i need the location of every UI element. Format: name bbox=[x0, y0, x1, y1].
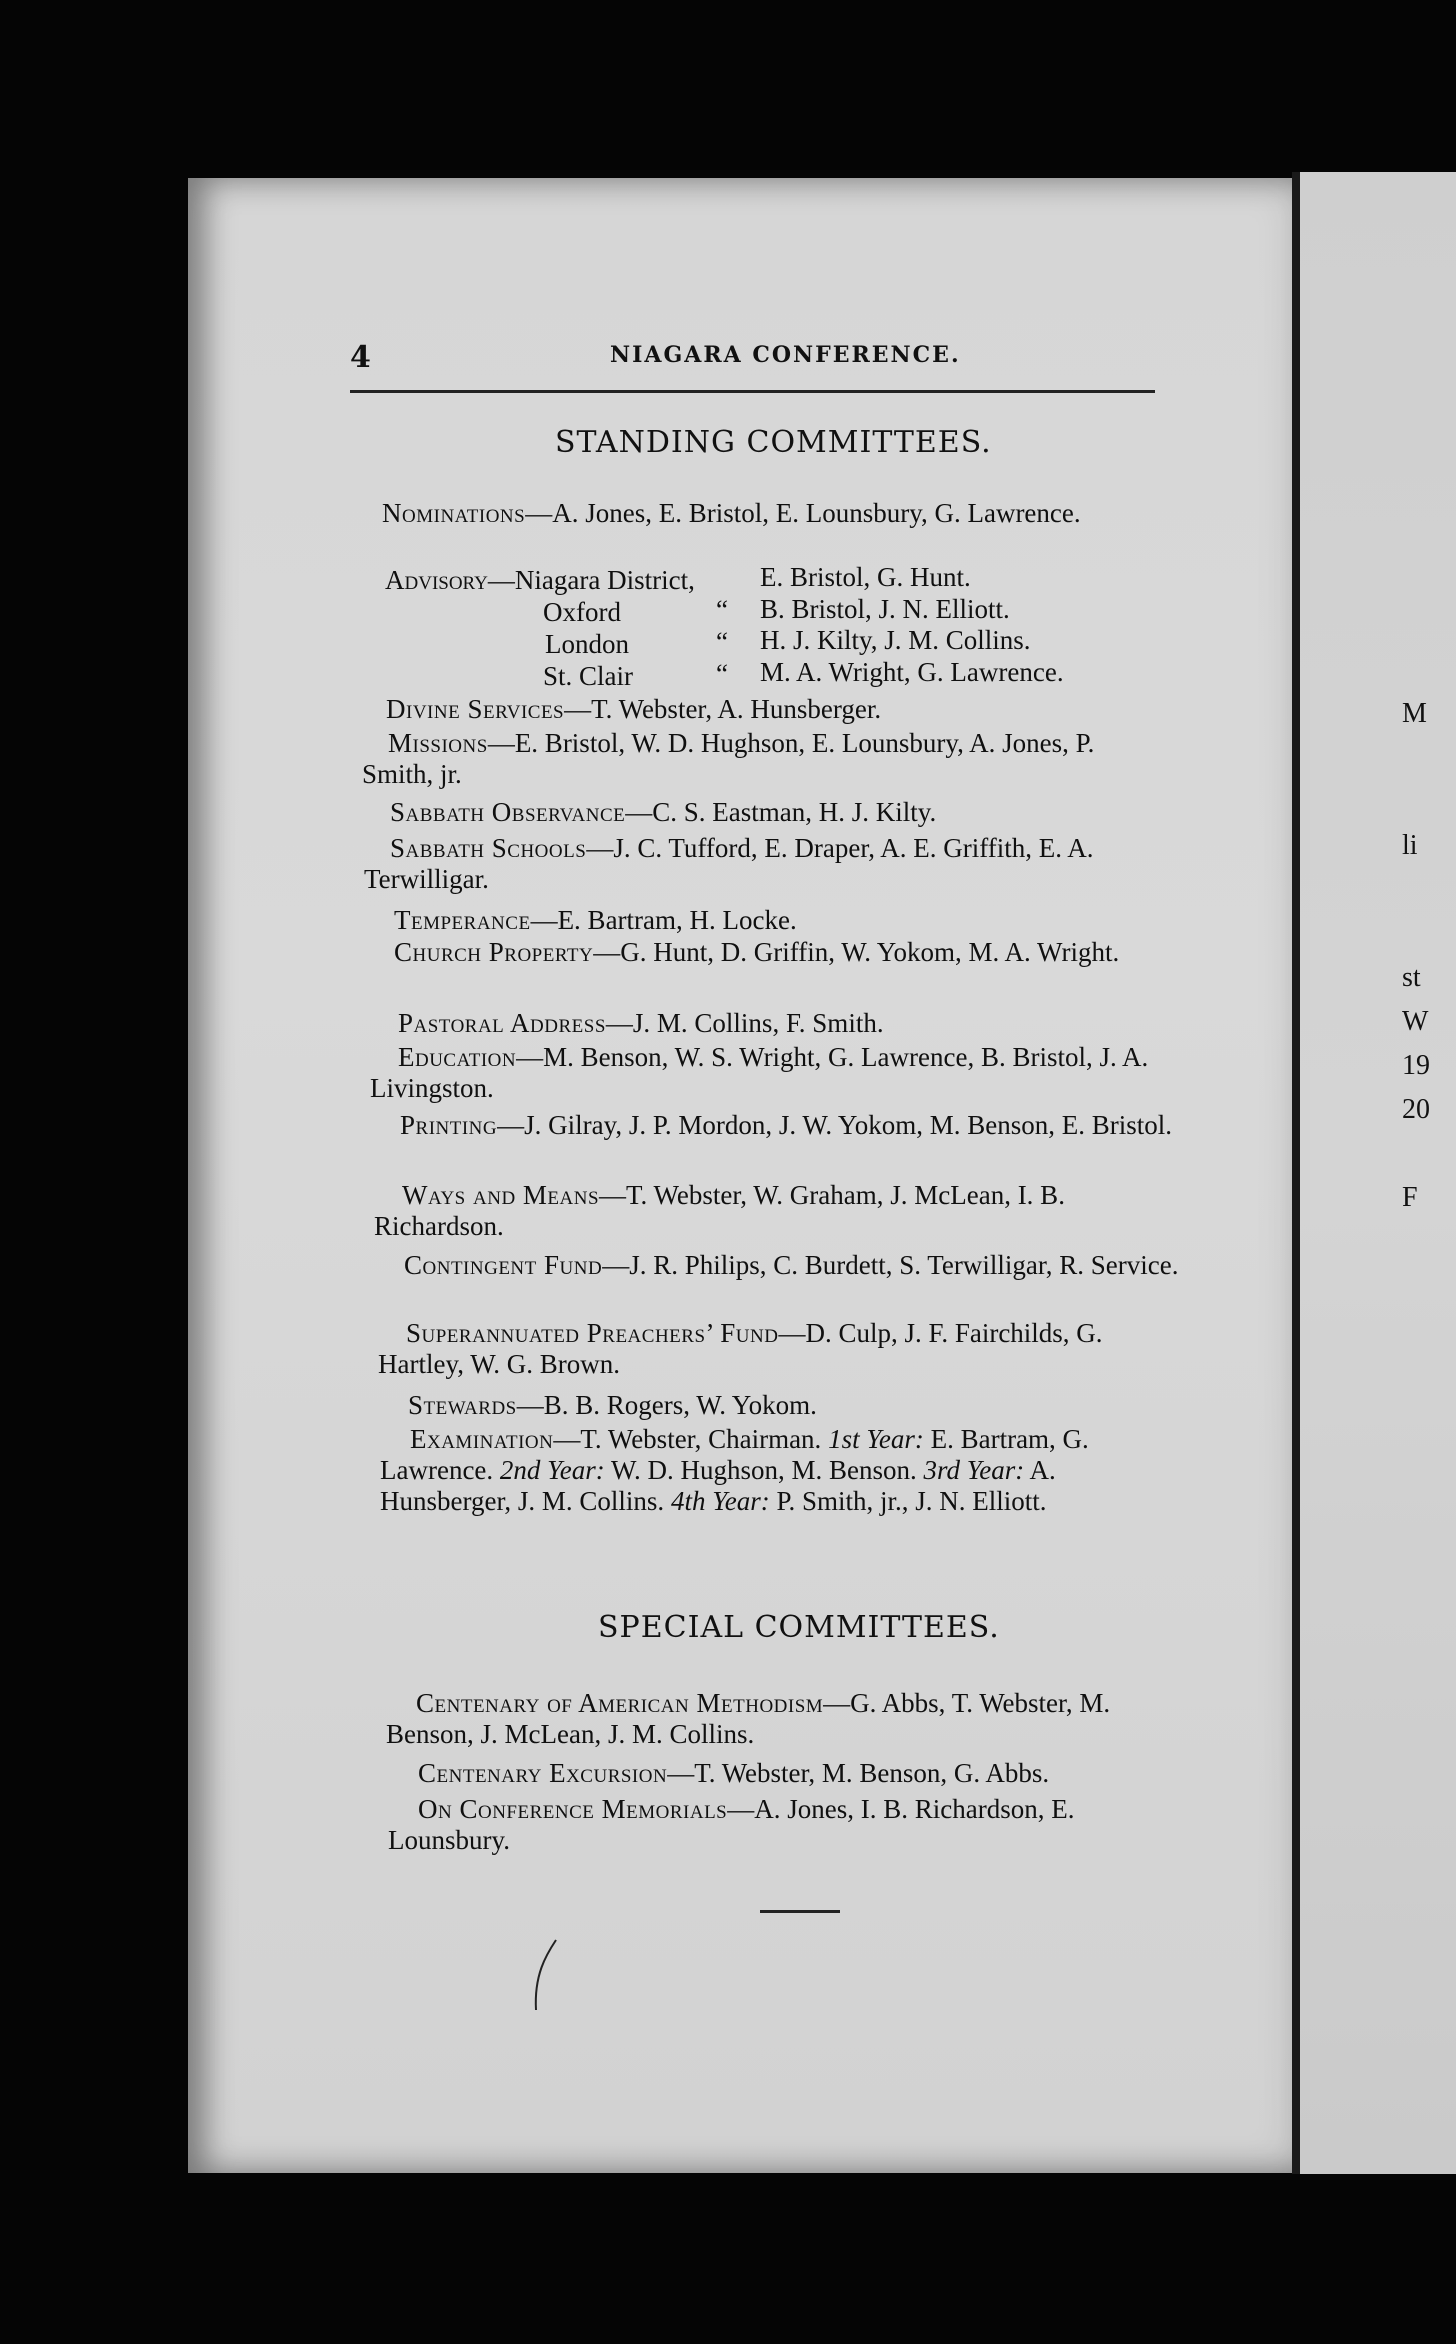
entry-label: Education bbox=[398, 1042, 517, 1072]
entry-label: Ways and Means bbox=[402, 1180, 600, 1210]
entry-text: W. D. Hughson, M. Benson. bbox=[604, 1455, 924, 1485]
entry-text: —J. R. Philips, C. Burdett, S. Terwilligar, R. Service. bbox=[602, 1250, 1179, 1280]
entry-text: —B. B. Rogers, W. Yokom. bbox=[516, 1390, 817, 1420]
entry-label: Superannuated Preachers’ Fund bbox=[406, 1318, 779, 1348]
entry-temperance bbox=[394, 905, 1174, 936]
entry-text: —T. Webster, W. Graham, J. McLean, I. B. Richardson. bbox=[374, 1180, 1065, 1241]
year-label: 4th Year: bbox=[670, 1486, 770, 1516]
entry-label: Pastoral Address bbox=[398, 1008, 606, 1038]
standing-committees-title: STANDING COMMITTEES. bbox=[555, 425, 992, 460]
entry-centenary-methodism bbox=[386, 1688, 1198, 1750]
entry-text: —A. Jones, E. Bristol, E. Lounsbury, G. Lawrence. bbox=[525, 498, 1081, 528]
entry-label: Church Property bbox=[394, 937, 594, 967]
entry-label: Sabbath Observance bbox=[390, 797, 626, 827]
entry-divine-services bbox=[386, 694, 1166, 725]
ditto-mark: “ bbox=[716, 627, 728, 657]
entry-label: Centenary Excursion bbox=[418, 1758, 668, 1788]
entry-text: —E. Bristol, W. D. Hughson, E. Lounsbury, A. Jones, P. Smith, jr. bbox=[362, 728, 1095, 789]
page-number: 4 bbox=[350, 340, 371, 375]
entry-text: —J. Gilray, J. P. Mordon, J. W. Yokom, M. Benson, E. Bristol. bbox=[497, 1110, 1172, 1140]
entry-label: On Conference Memorials bbox=[418, 1794, 728, 1824]
entry-label: Divine Services bbox=[386, 694, 565, 724]
running-head bbox=[350, 340, 1270, 380]
ditto-mark: “ bbox=[716, 659, 728, 689]
special-committees-title: SPECIAL COMMITTEES. bbox=[598, 1610, 1000, 1645]
advisory-district: Oxford bbox=[543, 597, 621, 627]
advisory-members: B. Bristol, J. N. Elliott. bbox=[760, 594, 1010, 624]
advisory-district: London bbox=[545, 629, 629, 659]
right-page-text-fragments: M li st W 19 20 F bbox=[1402, 698, 1430, 1213]
entry-text: —J. M. Collins, F. Smith. bbox=[605, 1008, 884, 1038]
entry-text: —G. Hunt, D. Griffin, W. Yokom, M. A. Wright. bbox=[593, 937, 1120, 967]
entry-ways-and-means bbox=[374, 1180, 1186, 1242]
entry-label: Examination bbox=[410, 1424, 554, 1454]
entry-label: Printing bbox=[400, 1110, 498, 1140]
entry-sabbath-schools bbox=[364, 833, 1174, 895]
entry-text: A. Hunsberger, J. M. Collins. bbox=[380, 1455, 1056, 1516]
entry-text: —T. Webster, M. Benson, G. Abbs. bbox=[667, 1758, 1050, 1788]
advisory-district: —Niagara District, bbox=[487, 565, 695, 595]
running-title: NIAGARA CONFERENCE. bbox=[610, 342, 961, 368]
entry-label: Centenary of American Methodism bbox=[416, 1688, 824, 1718]
year-label: 2nd Year: bbox=[499, 1455, 605, 1485]
entry-conference-memorials bbox=[388, 1794, 1200, 1856]
entry-nominations bbox=[358, 498, 1163, 529]
entry-text: —G. Abbs, T. Webster, M. Benson, J. McLean, J. M. Collins. bbox=[386, 1688, 1111, 1749]
entry-text: E. Bartram, G. Lawrence. bbox=[380, 1424, 1089, 1485]
entry-text: —T. Webster, Chairman. bbox=[553, 1424, 829, 1454]
entry-examination bbox=[380, 1424, 1192, 1517]
entry-sabbath-observance bbox=[390, 797, 1170, 828]
entry-label: Missions bbox=[388, 728, 488, 758]
entry-church-property bbox=[368, 937, 1178, 968]
right-page-edge bbox=[1300, 172, 1456, 2174]
entry-label: Stewards bbox=[408, 1390, 517, 1420]
left-page bbox=[188, 178, 1296, 2173]
entry-label: Contingent Fund bbox=[404, 1250, 603, 1280]
entry-text: —T. Webster, A. Hunsberger. bbox=[564, 694, 882, 724]
entry-label: Sabbath Schools bbox=[390, 833, 587, 863]
closing-rule bbox=[760, 1910, 840, 1913]
entry-label: Temperance bbox=[394, 905, 531, 935]
entry-education bbox=[370, 1042, 1182, 1104]
entry-printing bbox=[372, 1110, 1184, 1141]
entry-text: —A. Jones, I. B. Richardson, E. Lounsbury. bbox=[388, 1794, 1075, 1855]
entry-missions bbox=[362, 728, 1172, 790]
year-label: 3rd Year: bbox=[923, 1455, 1025, 1485]
pencil-mark bbox=[526, 1935, 566, 2015]
entry-text: —M. Benson, W. S. Wright, G. Lawrence, B. Bristol, J. A. Livingston. bbox=[370, 1042, 1149, 1103]
entry-text: P. Smith, jr., J. N. Elliott. bbox=[769, 1486, 1047, 1516]
advisory-district: St. Clair bbox=[543, 661, 634, 691]
entry-text: —E. Bartram, H. Locke. bbox=[530, 905, 797, 935]
entry-pastoral-address bbox=[398, 1008, 1178, 1039]
entry-text: —C. S. Eastman, H. J. Kilty. bbox=[625, 797, 937, 827]
ditto-mark: “ bbox=[716, 595, 728, 625]
advisory-members: H. J. Kilty, J. M. Collins. bbox=[760, 625, 1031, 655]
advisory-row bbox=[385, 565, 695, 596]
entry-text: —D. Culp, J. F. Fairchilds, G. Hartley, W. G. Brown. bbox=[378, 1318, 1103, 1379]
entry-centenary-excursion bbox=[418, 1758, 1198, 1789]
entry-superannuated-fund bbox=[378, 1318, 1190, 1380]
header-rule bbox=[350, 390, 1155, 393]
entry-label: Advisory bbox=[385, 565, 488, 595]
advisory-members: E. Bristol, G. Hunt. bbox=[760, 562, 971, 592]
entry-contingent-fund bbox=[376, 1250, 1188, 1281]
entry-stewards bbox=[408, 1390, 1188, 1421]
entry-text: —J. C. Tufford, E. Draper, A. E. Griffith, E. A. Terwilligar. bbox=[364, 833, 1094, 894]
advisory-members: M. A. Wright, G. Lawrence. bbox=[760, 657, 1064, 687]
year-label: 1st Year: bbox=[828, 1424, 924, 1454]
entry-label: Nominations bbox=[382, 498, 526, 528]
